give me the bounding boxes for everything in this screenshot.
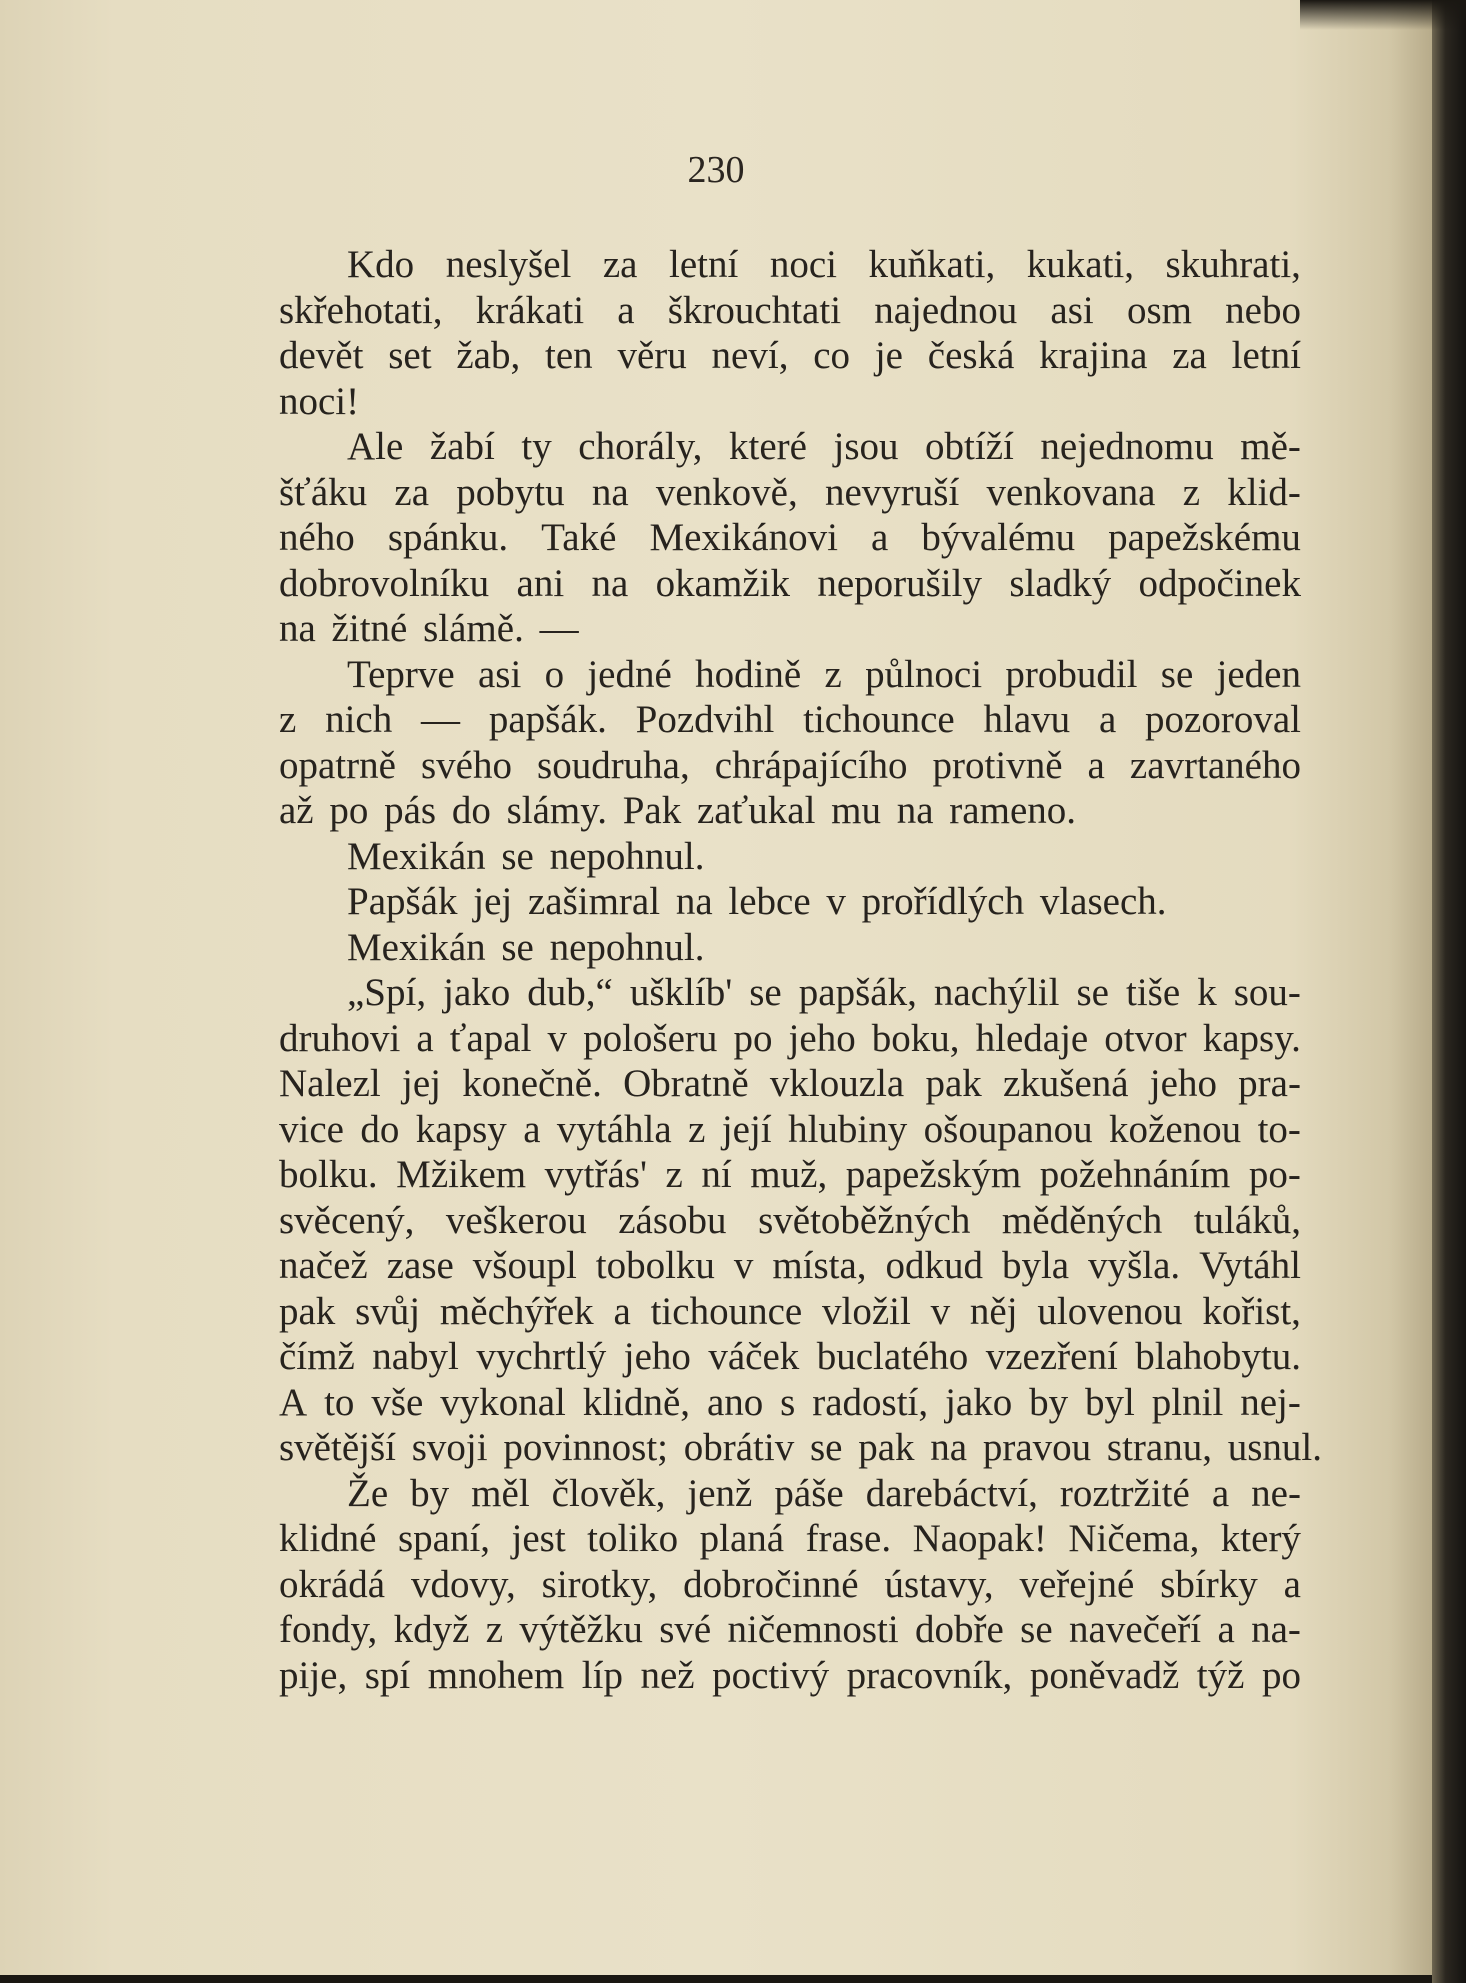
text-line: svěcený, veškerou zásobu světoběžných měděných tuláků,: [279, 1198, 1301, 1242]
text-line: Mexikán se nepohnul.: [347, 925, 705, 969]
text-line: až po pás do slámy. Pak zaťukal mu na rameno.: [279, 789, 1076, 832]
text-line: Že by měl člověk, jenž páše darebáctví, roztržité a ne-: [347, 1471, 1301, 1515]
text-line: čímž nabyl vychrtlý jeho váček buclatého vzezření blahobytu.: [279, 1335, 1301, 1378]
text-line: druhovi a ťapal v pološeru po jeho boku, hledaje otvor kapsy.: [279, 1016, 1301, 1060]
text-line: Papšák jej zašimral na lebce v prořídlých vlasech.: [347, 880, 1167, 923]
text-line: šťáku za pobytu na venkově, nevyruší venkovana z klid-: [279, 470, 1301, 514]
page-edge-shadow: [1300, 0, 1466, 30]
text-line: klidné spaní, jest toliko planá frase. Naopak! Ničema, který: [279, 1517, 1301, 1560]
text-line: skřehotati, krákati a škrouchtati najednou asi osm nebo: [279, 288, 1301, 332]
text-line: dobrovolníku ani na okamžik neporušily sladký odpočinek: [279, 561, 1301, 605]
text-line: noci!: [279, 379, 360, 423]
text-line: okrádá vdovy, sirotky, dobročinné ústavy, veřejné sbírky a: [279, 1562, 1301, 1606]
text-line: Mexikán se nepohnul.: [347, 834, 705, 878]
text-line: ného spánku. Také Mexikánovi a bývalému papežskému: [279, 516, 1301, 559]
text-line: světější svoji povinnost; obrátiv se pak na pravou stranu, usnul.: [279, 1426, 1322, 1469]
book-spine: [1432, 0, 1466, 1983]
text-line: na žitné slámě. —: [279, 607, 579, 650]
page-number: 230: [687, 149, 745, 191]
text-line: pije, spí mnohem líp než poctivý pracovník, poněvadž týž po: [279, 1653, 1301, 1697]
text-line: Kdo neslyšel za letní noci kuňkati, kukati, skuhrati,: [347, 243, 1301, 286]
text-line: bolku. Mžikem vytřás' z ní muž, papežským požehnáním po-: [279, 1153, 1301, 1196]
text-line: Ale žabí ty chorály, které jsou obtíží nejednomu mě-: [347, 425, 1301, 468]
text-line: Teprve asi o jedné hodině z půlnoci probudil se jeden: [347, 652, 1301, 696]
text-line: fondy, když z výtěžku své ničemnosti dobře se navečeří a na-: [279, 1608, 1301, 1651]
text-line: z nich — papšák. Pozdvihl tichounce hlavu a pozoroval: [279, 698, 1301, 741]
text-line: A to vše vykonal klidně, ano s radostí, jako by byl plnil nej-: [279, 1380, 1301, 1424]
text-line: vice do kapsy a vytáhla z její hlubiny ošoupanou koženou to-: [279, 1107, 1301, 1151]
page-text: [279, 242, 1322, 1698]
text-line: devět set žab, ten věru neví, co je česká krajina za letní: [279, 334, 1301, 377]
text-line: načež zase všoupl tobolku v místa, odkud byla vyšla. Vytáhl: [279, 1244, 1301, 1287]
text-line: pak svůj měchýřek a tichounce vložil v něj ulovenou kořist,: [279, 1289, 1301, 1333]
text-line: „Spí, jako dub,“ ušklíb' se papšák, nachýlil se tiše k sou-: [347, 971, 1301, 1014]
text-line: opatrně svého soudruha, chrápajícího protivně a zavrtaného: [279, 743, 1301, 787]
text-line: Nalezl jej konečně. Obratně vklouzla pak zkušená jeho pra-: [279, 1062, 1301, 1105]
